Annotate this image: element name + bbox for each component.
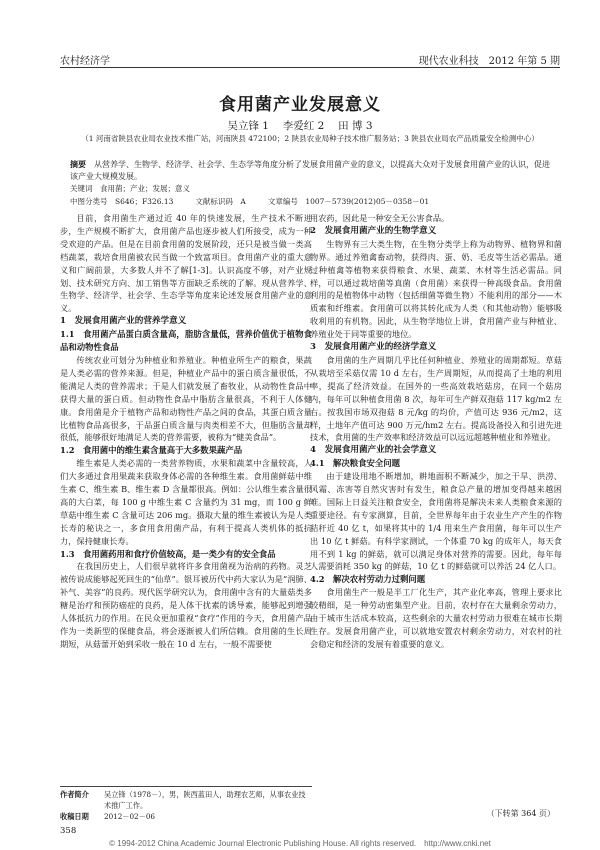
paragraph-4-1: 由于建设用地不断增加，耕地面积不断减少，加之干旱、洪涝、风霜、冻害等自然灾害时有发生，粮食总产量的增加变得越来越困难。国际上日益关注粮食安全，食用菌将是解决未来人类粮食来源的重要途径。有专家测算，目前，全世界每年由于农业生产产生的作物秸秆近 40 亿 t，如果将其中的 1/4 用来生产食用菌，每年可以生产出 10 亿 t 鲜菇。有科学家测试，一个体重 70 kg 的成年人，每天食用不到 1 kg 的鲜菇，就可以满足身体对营养的需要。因此，每年每人需要消耗 350 kg 的鲜菇，10 亿 t 的鲜菇就可以养活 24 亿人口。 (310, 471, 562, 572)
running-header-left: 农村经济学 (60, 56, 110, 67)
affiliation: （1 河南省陕县农业局农业技术推广站，河南陕县 472100；2 陕县农业局种子技术推广服务站；3 陕县农业局农产品质量安全检测中心） (81, 134, 539, 143)
document-code: 文献标识码 A (195, 197, 246, 206)
subsection-heading-1-3: 1.3 食用菌药用和食疗价值较高，是一类少有的安全食品 (60, 548, 276, 559)
copyright-footer: © 1994-2012 China Academic Journal Electronic Publishing House. All rights reserved. http://www.cnki.net (109, 839, 491, 848)
author-bio: 吴立锋（1978－），男，陕西蓝田人，助理农艺师，从事农业技术推广工作。 (104, 790, 306, 810)
section-heading-2: 2 发展食用菌产业的生物学意义 (310, 225, 437, 236)
clc-number: 中图分类号 S646；F326.13 (70, 197, 174, 206)
article-number: 文章编号 1007－5739(2012)05－0358－01 (267, 197, 430, 206)
paragraph-1-3: 在我国历史上，人们很早就将许多食用菌视为治病的药物。灵芝被传说成能够起死回生的“仙草”。银耳被历代中药大家认为是“润肺、补气、美容”的良药。现代医学研究认为，食用菌中含有的大量菇类多糖是治疗和预防癌症的良药，是人体干扰素的诱导素，能够起到增强人体抵抗力的作用。在民众更加重视“食疗”作用的今天，食用菌产品作为一类新型的保健食品，将会逐渐被人们所信赖。食用菌的生长周期短，从菇蕾开始到采收一般在 10 d 左右，一般不需要使 (60, 561, 312, 649)
abstract-text: 从营养学、生物学、经济学、社会学、生态学等角度分析了发展食用菌产业的意义，以提高大众对于发展食用菌产业的认识，促进该产业大规模发展。 (70, 160, 550, 181)
header-rule (60, 67, 560, 68)
authors: 吴立锋 1 李爱红 2 田 博 3 (227, 120, 373, 132)
paragraph-4-2: 食用菌生产一般是半工厂化生产，其产业化率高，管理上要求比较精细，是一种劳动密集型产业。目前，农村存在大量剩余劳动力，由于城市生活成本较高，这些剩余的大量农村劳动力很难在城市长期生存。发展食用菌产业，可以就地安置农村剩余劳动力，对农村的社会稳定和经济的发展有着重要的意义。 (310, 587, 562, 649)
paragraph-3: 食用菌的生产周期几乎比任何种植业、养殖业的周期都短。草菇从栽培至采菇仅需 10 d 左右，生产周期短，从而提高了土地的利用率，提高了经济效益。在国外的一些高效栽培菇房，在同一个菇房内，每年可以种植食用菌 8 次，每年可生产鲜双孢菇 117 kg/m2 左右。按我国市场双孢菇 8 元/kg 的均价，产值可达 936 元/m2，这样，土地年产值可达 900 万元/hm2 左右。提高设备投入和引进先进技术，食用菌的生产效率和经济效益可以远远超越种植业和养殖业。 (310, 354, 562, 443)
article-title: 食用菌产业发展意义 (219, 95, 381, 115)
subsection-heading-1-1: 1.1 食用菌产品蛋白质含量高，脂肪含量低，营养价值优于植物食品和动物性食品 (60, 329, 312, 353)
subsection-heading-1-2: 1.2 食用菌中的维生素含量高于大多数果蔬产品 (60, 445, 243, 456)
subsection-heading-4-1: 4.1 解决粮食安全问题 (310, 458, 400, 469)
keywords: 关键词 食用菌；产业；发展；意义 (70, 184, 190, 193)
continued-on-page: （下转第 364 页） (486, 809, 555, 818)
received-date-row (60, 811, 312, 822)
classification-line (70, 196, 451, 207)
intro-paragraph: 目前，食用菌生产通过近 40 年的快速发展，生产技术不断进步，生产规模不断扩大，食用菌产品也逐步被人们所接受，成为一种受欢迎的产品。但是在目前食用菌的发展阶段，还只是被当做一类高档蔬菜，栽培食用菌被农民当做一个致富项目。食用菌产业的重大意义和广阔前景，大多数人并不了解[1-3]。认识高度不够，对产业规划、技术研究方向、加工销售等方面缺乏系统的了解。现从营养学、生物学、经济学、社会学、生态学等角度来论述发展食用菌产业的意义。 (60, 213, 312, 314)
author-bio-label: 作者简介 (60, 790, 89, 799)
page-number: 358 (60, 826, 77, 836)
body-column-left (60, 212, 312, 651)
author-bio-row (60, 789, 312, 811)
abstract-label: 摘要 (70, 159, 86, 169)
abstract (70, 158, 550, 183)
section-heading-4: 4 发展食用菌产业的社会学意义 (310, 445, 437, 456)
received-date-label: 收稿日期 (60, 812, 89, 821)
subsection-heading-4-2: 4.2 解决农村劳动力过剩问题 (310, 574, 426, 585)
paragraph-1-1: 传统农业可划分为种植业和养殖业。种植业所生产的粮食，果蔬是人类必需的营养来源。但是，种植业产品中的蛋白质含量很低，不能满足人类的营养需求；于是人们就发展了畜牧业，从动物性食品中获得大量的蛋白质。但动物性食品中脂肪含量很高，不利于人体健康。食用菌是介于植物产品和动物性产品之间的食品，其蛋白质含量比植物食品高很多，于品蛋白质含量与肉类相差不大，但脂肪含量却很低，能够很好地满足人类的营养需要，被称为“健美食品”。 (60, 354, 312, 443)
running-header-right: 现代农业科技 2012 年第 5 期 (418, 56, 560, 67)
body-column-right (310, 212, 562, 651)
author-note (60, 786, 312, 822)
section-heading-1: 1 发展食用菌产业的营养学意义 (60, 316, 187, 327)
paragraph-1-2: 维生素是人类必需的一类营养物质，水果和蔬菜中含量较高，人们大多通过食用果蔬来获取身体必需的各种维生素。食用菌鲜菇中维生素 C、维生素 B、维生素 D 含量都很高。例如：公认维生素含量很高的大白菜，每 100 g 中维生素 C 含量约为 31 mg，而 100 g 鲜草菇中维生素 C 含量可达 206 mg。摄取大量的维生素被认为是人类长寿的秘诀之一，多食用食用菌产品，有利于提高人类机体的抵抗力，保持健康长寿。 (60, 458, 312, 546)
paragraph-2: 生物界有三大类生物，在生物分类学上称为动物界、植物界和菌物界。通过养殖禽畜动物，获得肉、蛋、奶、毛皮等生活必需品。通过种植禽等植物来获得粮食、水果、蔬菜、木材等生活必需品。同样，可以通过栽培菌等真菌（食用菌）来获得一种高级食品。食用菌利用的是植物体中动物（包括细菌等微生物）不能利用的部分——木质素和纤维素。食用菌可以将其转化成为人类（和其他动物）能够吸收利用的有机物。因此，从生物学地位上讲，食用菌产业与种植业、养殖业处于同等重要的地位。 (310, 238, 562, 340)
received-date: 2012－02－06 (104, 812, 155, 821)
section-heading-3: 3 发展食用菌产业的经济学意义 (310, 342, 437, 353)
continued-paragraph: 用农药，因此是一种安全无公害食品。 (310, 213, 450, 223)
